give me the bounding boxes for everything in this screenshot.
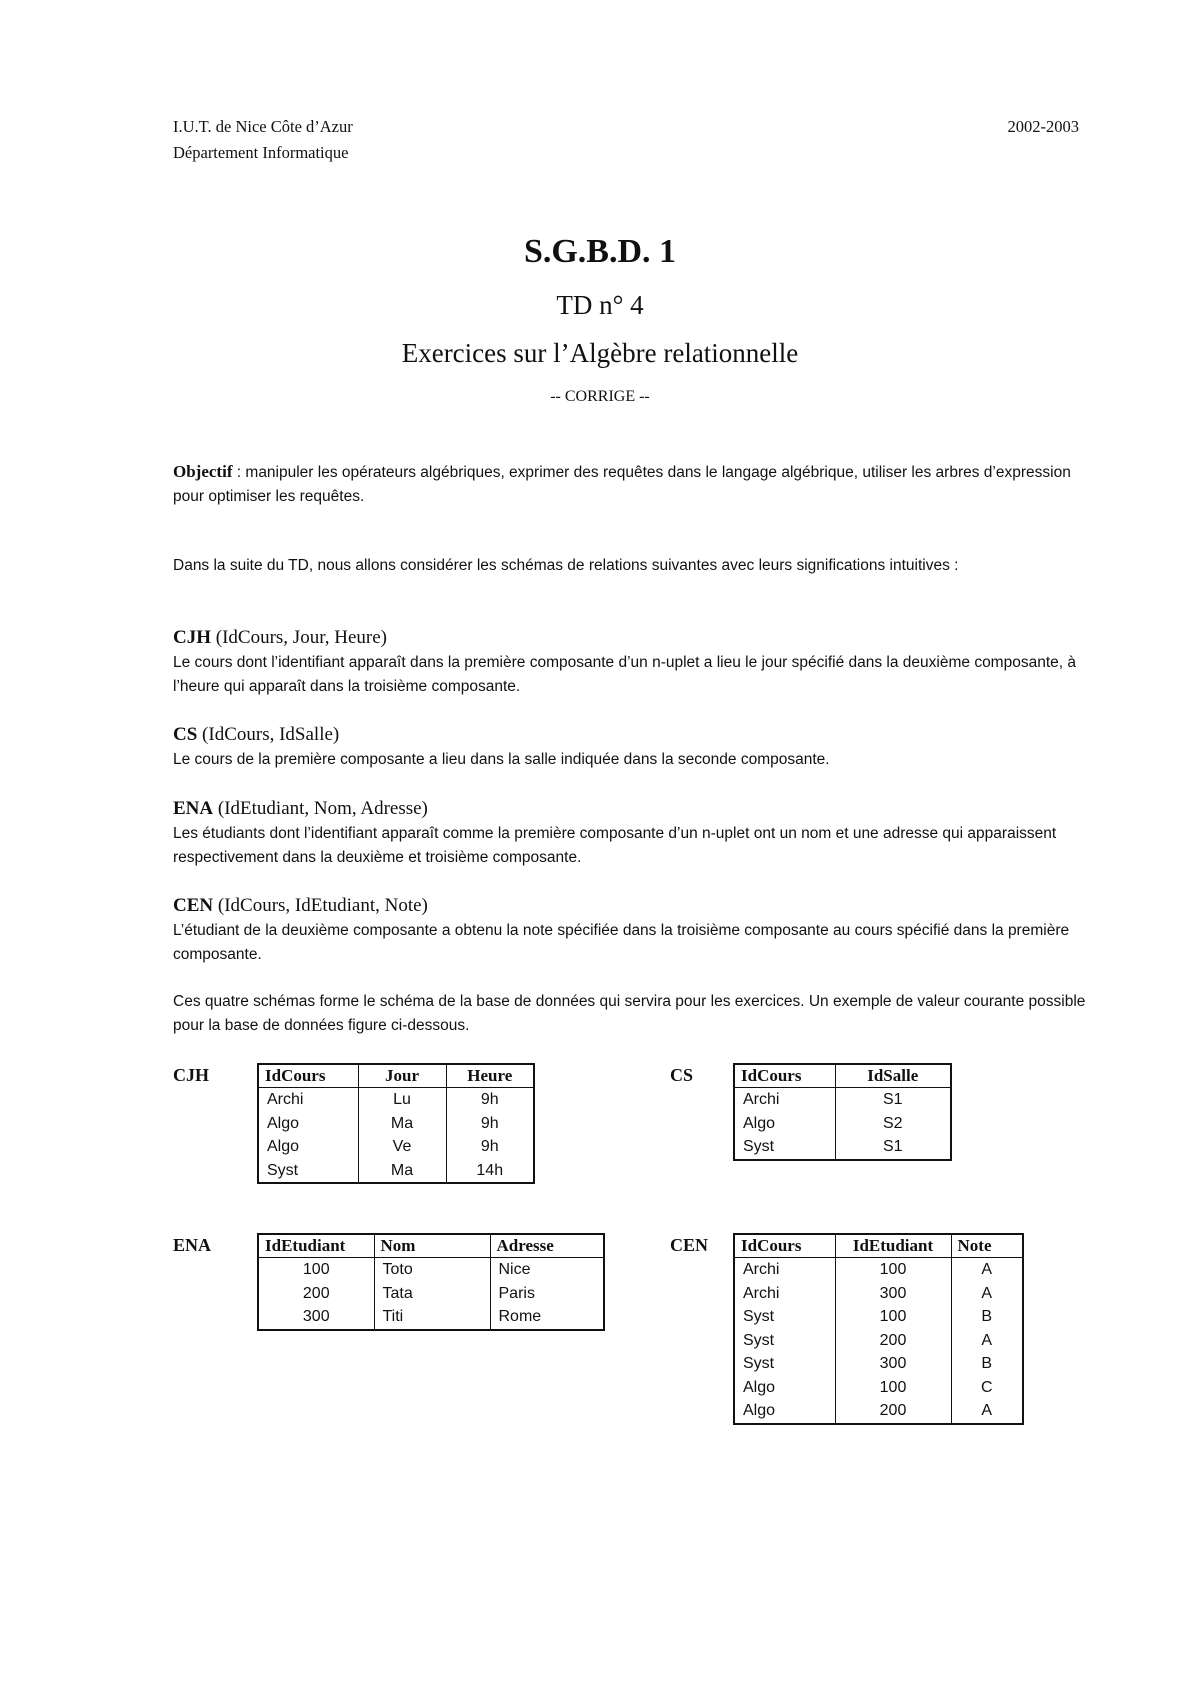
table-row: Syst S1: [734, 1135, 951, 1160]
table-row: Archi 100 A: [734, 1258, 1023, 1282]
schema-desc-cen: L’étudiant de la deuxième composante a obtenu la note spécifiée dans la troisième composante au cours spécifié dans la première composante.: [173, 922, 1070, 963]
schema-heading-cen: CEN (IdCours, IdEtudiant, Note): [173, 895, 428, 916]
table-row: Archi Lu 9h: [258, 1088, 534, 1112]
table-row: 200 Tata Paris: [258, 1282, 604, 1306]
table-cjh: [257, 1063, 535, 1184]
schema-heading-ena: ENA (IdEtudiant, Nom, Adresse): [173, 798, 428, 819]
schema-heading-cs: CS (IdCours, IdSalle): [173, 724, 340, 745]
table-row: 300 Titi Rome: [258, 1305, 604, 1330]
department: Département Informatique: [173, 143, 349, 162]
table-row: Syst 300 B: [734, 1352, 1023, 1376]
table-label-cs: CS: [670, 1065, 694, 1085]
header-cell: IdEtudiant: [258, 1234, 374, 1258]
table-label-cjh: CJH: [173, 1065, 209, 1085]
header-cell: IdSalle: [835, 1064, 951, 1088]
table-row: Algo Ve 9h: [258, 1135, 534, 1159]
table-row: Algo 100 C: [734, 1376, 1023, 1400]
table-row: Archi S1: [734, 1088, 951, 1112]
header-cell: IdCours: [258, 1064, 358, 1088]
table-label-ena: ENA: [173, 1235, 212, 1255]
table-ena: [257, 1233, 605, 1331]
objectif-paragraph: [173, 460, 1093, 509]
table-row: Syst 100 B: [734, 1305, 1023, 1329]
table-row: Archi 300 A: [734, 1282, 1023, 1306]
schema-heading-cjh: CJH (IdCours, Jour, Heure): [173, 627, 388, 648]
schema-desc-ena: Les étudiants dont l’identifiant apparaît comme la première composante d’un n-uplet ont un nom et une adresse qui apparaissent respectivement dans la deuxième et troisième composante.: [173, 825, 1057, 866]
objectif-label: Objectif: [173, 462, 233, 481]
header-cell: IdCours: [734, 1064, 835, 1088]
table-row: Algo 200 A: [734, 1399, 1023, 1424]
schema-desc-cjh: Le cours dont l’identifiant apparaît dans la première composante d’un n-uplet a lieu le jour spécifié dans la deuxième composante, à l’heure qui apparaît dans la troisième composante.: [173, 654, 1076, 695]
table-row: Syst Ma 14h: [258, 1159, 534, 1184]
table-row: Algo S2: [734, 1112, 951, 1136]
table-row: Algo Ma 9h: [258, 1112, 534, 1136]
institution: I.U.T. de Nice Côte d’Azur: [173, 117, 353, 136]
schema-desc-cs: Le cours de la première composante a lieu dans la salle indiquée dans la seconde composante.: [173, 751, 830, 768]
table-row: Syst 200 A: [734, 1329, 1023, 1353]
intro-paragraph: Dans la suite du TD, nous allons considérer les schémas de relations suivantes avec leurs significations intuitives :: [173, 557, 959, 574]
outro-paragraph: Ces quatre schémas forme le schéma de la base de données qui servira pour les exercices. Un exemple de valeur courante possible pour la base de données figure ci-dessous.: [173, 993, 1086, 1034]
table-cen: [733, 1233, 1024, 1425]
td-topic: Exercices sur l’Algèbre relationnelle: [401, 338, 799, 368]
corrige-label: -- CORRIGE --: [550, 388, 650, 405]
table-label-cen: CEN: [670, 1235, 709, 1255]
header-cell: Nom: [374, 1234, 490, 1258]
objectif-text: : manipuler les opérateurs algébriques, exprimer des requêtes dans le langage algébrique, utiliser les arbres d’expression pour optimiser les requêtes.: [173, 464, 1071, 505]
header-cell: IdCours: [734, 1234, 835, 1258]
header-cell: Heure: [446, 1064, 534, 1088]
table-row: 100 Toto Nice: [258, 1258, 604, 1282]
table-cs: [733, 1063, 952, 1161]
header-cell: Jour: [358, 1064, 446, 1088]
header-cell: Note: [951, 1234, 1023, 1258]
header-cell: Adresse: [490, 1234, 604, 1258]
academic-year: 2002-2003: [1007, 117, 1079, 136]
course-title: S.G.B.D. 1: [523, 233, 677, 270]
header-cell: IdEtudiant: [835, 1234, 951, 1258]
header-left: [173, 114, 353, 166]
td-number: TD n° 4: [556, 290, 644, 320]
